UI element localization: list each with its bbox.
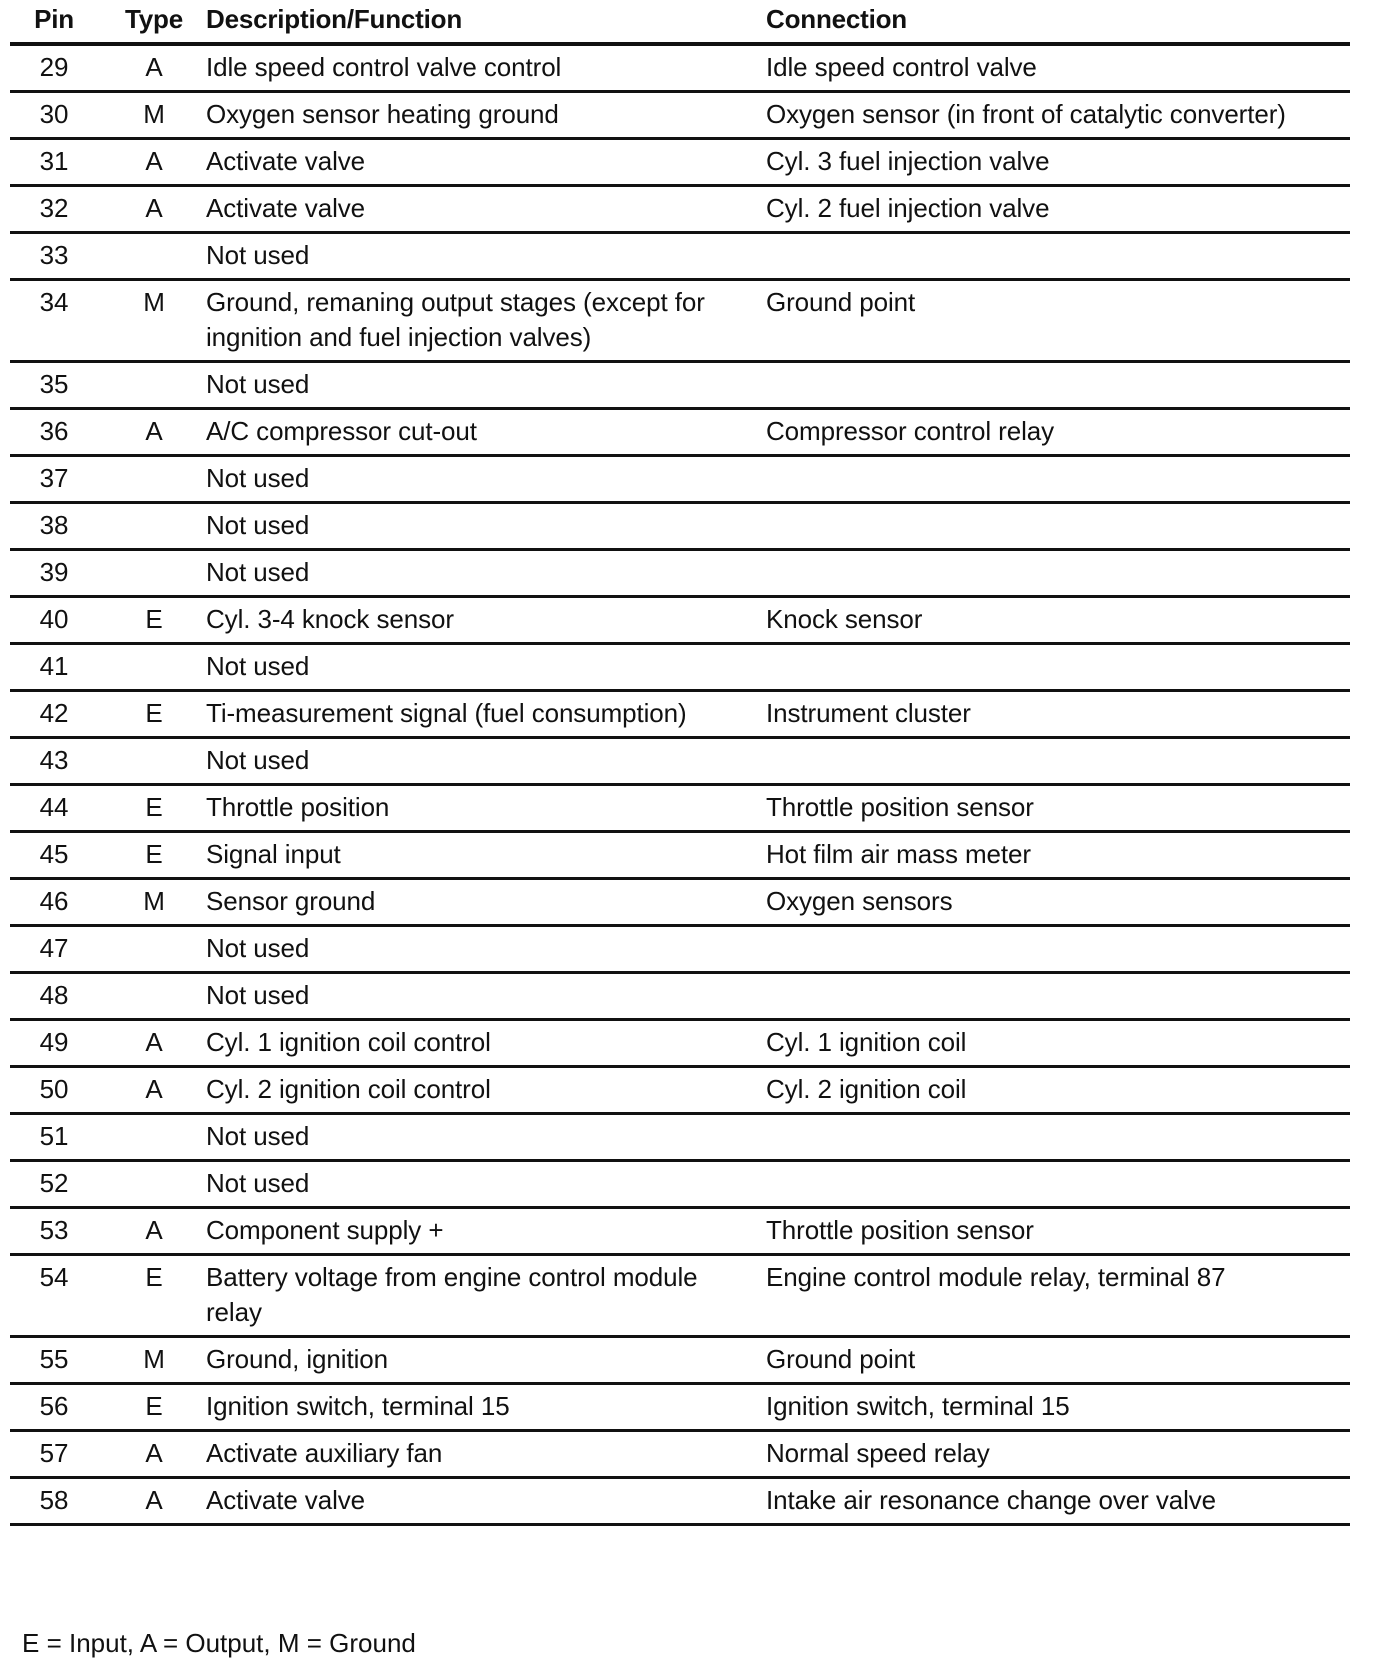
pin-cell: 46 — [10, 879, 110, 926]
connection-cell: Normal speed relay — [766, 1431, 1350, 1478]
description-cell: Signal input — [198, 832, 766, 879]
table-row — [10, 879, 1350, 926]
table-body — [10, 44, 1350, 1525]
table-row — [10, 1114, 1350, 1161]
description-cell: Activate valve — [198, 186, 766, 233]
type-cell: E — [110, 1255, 198, 1337]
table-row — [10, 1208, 1350, 1255]
description-cell: Activate valve — [198, 1478, 766, 1525]
pin-cell: 39 — [10, 550, 110, 597]
column-header-description: Description/Function — [198, 0, 766, 44]
column-header-pin: Pin — [10, 0, 110, 44]
connection-cell: Compressor control relay — [766, 409, 1350, 456]
pin-cell: 51 — [10, 1114, 110, 1161]
table-row — [10, 1337, 1350, 1384]
type-cell — [110, 550, 198, 597]
connection-cell — [766, 738, 1350, 785]
table-row — [10, 44, 1350, 92]
connection-cell — [766, 1114, 1350, 1161]
description-cell: Not used — [198, 738, 766, 785]
table-row — [10, 644, 1350, 691]
type-cell: A — [110, 44, 198, 92]
description-cell: Not used — [198, 503, 766, 550]
connection-cell: Cyl. 2 fuel injection valve — [766, 186, 1350, 233]
table-row — [10, 691, 1350, 738]
pin-cell: 57 — [10, 1431, 110, 1478]
pin-cell: 52 — [10, 1161, 110, 1208]
description-cell: A/C compressor cut-out — [198, 409, 766, 456]
header-row — [10, 0, 1350, 44]
table-row — [10, 832, 1350, 879]
table-row — [10, 926, 1350, 973]
type-cell — [110, 738, 198, 785]
connection-cell — [766, 233, 1350, 280]
type-cell: E — [110, 691, 198, 738]
description-cell: Ground, remaning output stages (except for ingnition and fuel injection valves) — [198, 280, 766, 362]
table-row — [10, 456, 1350, 503]
connection-cell: Ignition switch, terminal 15 — [766, 1384, 1350, 1431]
table-row — [10, 1020, 1350, 1067]
description-cell: Not used — [198, 1161, 766, 1208]
table-row — [10, 738, 1350, 785]
pin-cell: 43 — [10, 738, 110, 785]
connection-cell — [766, 456, 1350, 503]
connection-cell: Instrument cluster — [766, 691, 1350, 738]
description-cell: Cyl. 1 ignition coil control — [198, 1020, 766, 1067]
pin-cell: 56 — [10, 1384, 110, 1431]
table-row — [10, 1255, 1350, 1337]
type-cell: A — [110, 186, 198, 233]
pin-cell: 37 — [10, 456, 110, 503]
description-cell: Not used — [198, 233, 766, 280]
description-cell: Oxygen sensor heating ground — [198, 92, 766, 139]
pin-cell: 40 — [10, 597, 110, 644]
type-cell — [110, 1161, 198, 1208]
table-row — [10, 503, 1350, 550]
connection-cell — [766, 973, 1350, 1020]
table-row — [10, 92, 1350, 139]
type-cell — [110, 503, 198, 550]
description-cell: Not used — [198, 550, 766, 597]
pin-cell: 38 — [10, 503, 110, 550]
table-row — [10, 973, 1350, 1020]
pin-cell: 34 — [10, 280, 110, 362]
description-cell: Not used — [198, 456, 766, 503]
type-cell — [110, 362, 198, 409]
type-cell: A — [110, 1020, 198, 1067]
description-cell: Activate auxiliary fan — [198, 1431, 766, 1478]
description-cell: Component supply + — [198, 1208, 766, 1255]
pin-cell: 55 — [10, 1337, 110, 1384]
connection-cell: Oxygen sensor (in front of catalytic converter) — [766, 92, 1350, 139]
description-cell: Throttle position — [198, 785, 766, 832]
description-cell: Ti-measurement signal (fuel consumption) — [198, 691, 766, 738]
description-cell: Not used — [198, 362, 766, 409]
table-row — [10, 362, 1350, 409]
type-cell: A — [110, 1431, 198, 1478]
pin-cell: 45 — [10, 832, 110, 879]
connection-cell — [766, 362, 1350, 409]
type-cell: E — [110, 785, 198, 832]
table-row — [10, 597, 1350, 644]
description-cell: Not used — [198, 1114, 766, 1161]
type-cell — [110, 926, 198, 973]
table-row — [10, 1431, 1350, 1478]
pin-cell: 53 — [10, 1208, 110, 1255]
pin-assignment-table — [10, 0, 1350, 1526]
connection-cell: Throttle position sensor — [766, 785, 1350, 832]
table-row — [10, 1478, 1350, 1525]
column-header-type: Type — [110, 0, 198, 44]
pin-cell: 44 — [10, 785, 110, 832]
connection-cell: Idle speed control valve — [766, 44, 1350, 92]
pin-cell: 33 — [10, 233, 110, 280]
connection-cell: Cyl. 2 ignition coil — [766, 1067, 1350, 1114]
description-cell: Cyl. 3-4 knock sensor — [198, 597, 766, 644]
connection-cell — [766, 926, 1350, 973]
connection-cell: Cyl. 3 fuel injection valve — [766, 139, 1350, 186]
table-row — [10, 233, 1350, 280]
type-cell — [110, 456, 198, 503]
connection-cell: Ground point — [766, 280, 1350, 362]
connection-cell: Intake air resonance change over valve — [766, 1478, 1350, 1525]
description-cell: Idle speed control valve control — [198, 44, 766, 92]
type-cell — [110, 973, 198, 1020]
type-cell: M — [110, 92, 198, 139]
description-cell: Not used — [198, 644, 766, 691]
table-row — [10, 409, 1350, 456]
table-row — [10, 280, 1350, 362]
connection-cell: Knock sensor — [766, 597, 1350, 644]
pin-cell: 41 — [10, 644, 110, 691]
description-cell: Activate valve — [198, 139, 766, 186]
column-header-connection: Connection — [766, 0, 1350, 44]
type-cell: E — [110, 1384, 198, 1431]
description-cell: Ground, ignition — [198, 1337, 766, 1384]
type-legend: E = Input, A = Output, M = Ground — [22, 1628, 416, 1658]
type-cell — [110, 644, 198, 691]
connection-cell: Engine control module relay, terminal 87 — [766, 1255, 1350, 1337]
table-row — [10, 139, 1350, 186]
connection-cell — [766, 503, 1350, 550]
description-cell: Cyl. 2 ignition coil control — [198, 1067, 766, 1114]
type-cell: E — [110, 597, 198, 644]
pin-cell: 58 — [10, 1478, 110, 1525]
table-row — [10, 186, 1350, 233]
table-row — [10, 1384, 1350, 1431]
description-cell: Ignition switch, terminal 15 — [198, 1384, 766, 1431]
connection-cell — [766, 644, 1350, 691]
pin-cell: 47 — [10, 926, 110, 973]
description-cell: Not used — [198, 926, 766, 973]
connection-cell — [766, 1161, 1350, 1208]
pin-cell: 32 — [10, 186, 110, 233]
type-cell: M — [110, 879, 198, 926]
pin-cell: 30 — [10, 92, 110, 139]
pin-cell: 36 — [10, 409, 110, 456]
pin-cell: 35 — [10, 362, 110, 409]
connection-cell: Oxygen sensors — [766, 879, 1350, 926]
pin-cell: 42 — [10, 691, 110, 738]
pin-cell: 54 — [10, 1255, 110, 1337]
type-cell: M — [110, 1337, 198, 1384]
table-row — [10, 1067, 1350, 1114]
table-row — [10, 550, 1350, 597]
pin-cell: 49 — [10, 1020, 110, 1067]
type-cell: M — [110, 280, 198, 362]
type-cell — [110, 233, 198, 280]
connection-cell: Cyl. 1 ignition coil — [766, 1020, 1350, 1067]
connection-cell: Ground point — [766, 1337, 1350, 1384]
type-cell — [110, 1114, 198, 1161]
pin-cell: 31 — [10, 139, 110, 186]
table-row — [10, 785, 1350, 832]
type-cell: A — [110, 1208, 198, 1255]
pin-cell: 48 — [10, 973, 110, 1020]
table-header — [10, 0, 1350, 44]
table-row — [10, 1161, 1350, 1208]
type-cell: E — [110, 832, 198, 879]
type-cell: A — [110, 1478, 198, 1525]
connection-cell: Hot film air mass meter — [766, 832, 1350, 879]
connection-cell — [766, 550, 1350, 597]
type-cell: A — [110, 409, 198, 456]
description-cell: Sensor ground — [198, 879, 766, 926]
description-cell: Not used — [198, 973, 766, 1020]
connection-cell: Throttle position sensor — [766, 1208, 1350, 1255]
type-cell: A — [110, 1067, 198, 1114]
description-cell: Battery voltage from engine control module relay — [198, 1255, 766, 1337]
type-cell: A — [110, 139, 198, 186]
pin-cell: 29 — [10, 44, 110, 92]
pin-cell: 50 — [10, 1067, 110, 1114]
